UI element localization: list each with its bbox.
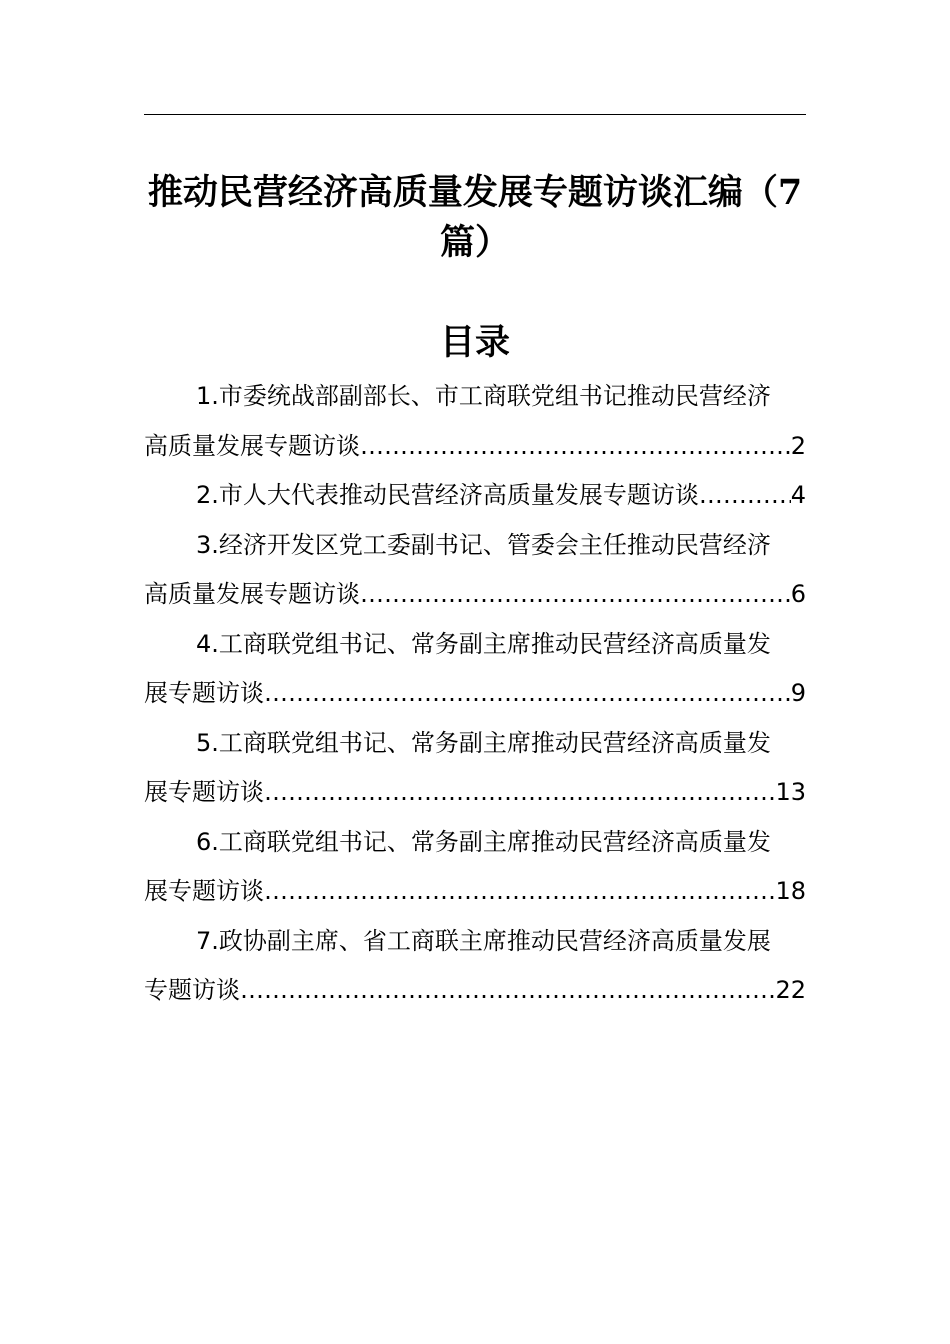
toc-page-number: 2: [790, 431, 806, 460]
toc-entry-title: 5.工商联党组书记、常务副主席推动民营经济高质量发: [196, 728, 771, 757]
toc-entry-3[interactable]: [144, 521, 806, 620]
toc-entry-title-cont: 展专题访谈: [144, 778, 264, 806]
dot-leader: [360, 570, 791, 620]
toc-entry-continuation: [144, 768, 806, 818]
toc-entry-title: 6.工商联党组书记、常务副主席推动民营经济高质量发: [196, 827, 771, 856]
toc-page-number: 4: [790, 481, 806, 509]
document-title: 推动民营经济高质量发展专题访谈汇编（7篇）: [147, 172, 803, 263]
toc-entry-line: [144, 471, 806, 521]
toc-entry-title-cont: 高质量发展专题访谈: [144, 580, 360, 608]
toc-page-number: 6: [790, 580, 806, 608]
toc-page-number: 9: [790, 679, 806, 707]
toc-entry-continuation: [144, 669, 806, 719]
toc-entry-2[interactable]: [144, 471, 806, 521]
toc-entry-title: 1.市委统战部副部长、市工商联党组书记推动民营经济: [196, 382, 771, 410]
header-rule: [144, 114, 806, 115]
dot-leader: [264, 867, 775, 917]
dot-leader: [240, 966, 775, 1016]
toc-page-number: 22: [775, 976, 806, 1004]
toc-page-number: 13: [775, 778, 806, 806]
toc-entry-title: 7.政协副主席、省工商联主席推动民营经济高质量发展: [196, 926, 771, 955]
toc-entry-title-cont: 高质量发展专题访谈: [144, 431, 360, 460]
dot-leader: [699, 471, 791, 521]
toc-entry-title-cont: 展专题访谈: [144, 877, 264, 905]
toc-entry-title: 3.经济开发区党工委副书记、管委会主任推动民营经济: [196, 530, 771, 559]
toc-entry-continuation: [144, 570, 806, 620]
toc-entry-1[interactable]: [144, 372, 806, 471]
toc-entry-title: 2.市人大代表推动民营经济高质量发展专题访谈: [196, 481, 699, 509]
toc-page-number: 18: [775, 877, 806, 905]
toc-entry-title: 4.工商联党组书记、常务副主席推动民营经济高质量发: [196, 629, 771, 658]
toc-entry-continuation: [144, 422, 806, 472]
toc-entry-title-cont: 展专题访谈: [144, 679, 264, 707]
toc-entry-continuation: [144, 867, 806, 917]
toc-entry-5[interactable]: [144, 719, 806, 818]
dot-leader: [264, 768, 775, 818]
dot-leader: [360, 422, 791, 472]
toc-entry-7[interactable]: [144, 917, 806, 1016]
toc-entry-title-cont: 专题访谈: [144, 976, 240, 1004]
toc-entry-continuation: [144, 966, 806, 1016]
toc-heading: 目录: [439, 322, 510, 363]
toc-entry-4[interactable]: [144, 620, 806, 719]
toc-entry-6[interactable]: [144, 818, 806, 917]
table-of-contents: [144, 372, 806, 1016]
dot-leader: [264, 669, 791, 719]
